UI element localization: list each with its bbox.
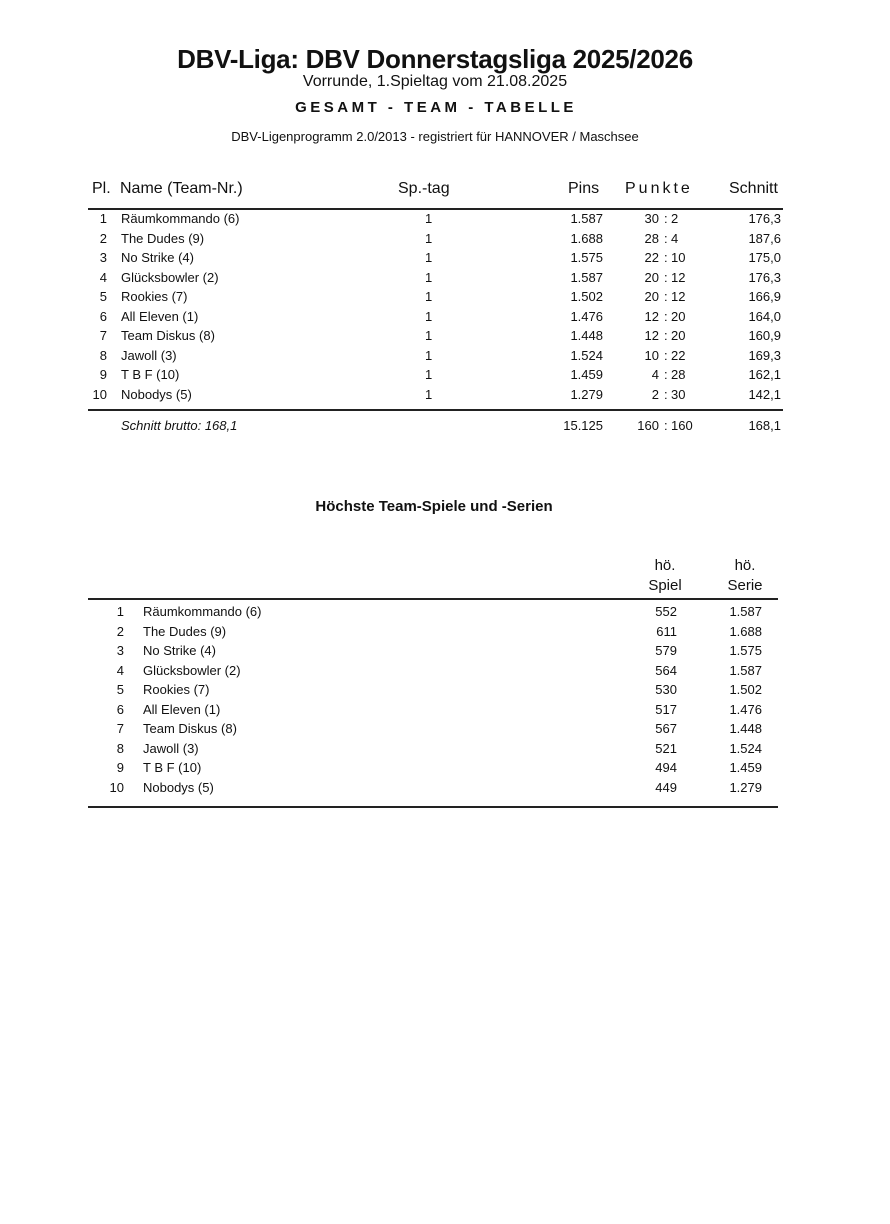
points-separator: : xyxy=(664,367,668,382)
high-game: 494 xyxy=(655,760,677,775)
schnitt: 176,3 xyxy=(748,269,781,285)
rank: 9 xyxy=(116,760,124,775)
team-name: Jawoll (3) xyxy=(121,347,177,363)
rank: 7 xyxy=(99,328,107,343)
points-separator: : xyxy=(664,289,668,304)
points-against: 4 xyxy=(671,230,679,246)
summary-pins: 15.125 xyxy=(563,418,603,433)
high-series: 1.688 xyxy=(729,623,762,639)
high-game: 564 xyxy=(655,662,677,678)
summary-points-for: 160 xyxy=(637,418,659,433)
points-against: 10 xyxy=(671,250,686,265)
summary-label: Schnitt brutto: 168,1 xyxy=(121,418,238,433)
team-name: Jawoll (3) xyxy=(143,740,199,756)
team-name: Nobodys (5) xyxy=(121,386,192,402)
points-against: 20 xyxy=(671,308,686,324)
pins: 1.476 xyxy=(570,308,603,324)
col-header-hoe-spiel: hö. Spiel xyxy=(648,557,682,594)
spieltag: 1 xyxy=(425,367,433,382)
col-header-schnitt: Schnitt xyxy=(729,180,778,197)
spieltag: 1 xyxy=(425,230,433,246)
schnitt: 162,1 xyxy=(748,367,781,382)
rank: 5 xyxy=(116,682,124,697)
table-row xyxy=(0,387,890,406)
team-name: Glücksbowler (2) xyxy=(121,269,219,285)
team-name: Rookies (7) xyxy=(143,682,210,697)
table-row xyxy=(0,309,890,328)
rank: 4 xyxy=(116,662,124,678)
table-row xyxy=(0,721,890,740)
pins: 1.459 xyxy=(570,367,603,382)
points-separator: : xyxy=(664,269,668,285)
points-against: 30 xyxy=(671,386,686,402)
points-for: 4 xyxy=(651,367,659,382)
rank: 10 xyxy=(92,386,107,402)
schnitt: 176,3 xyxy=(748,211,781,226)
summary-row: Schnitt brutto: 168,1 15.125 160 : 160 168,1 xyxy=(121,418,781,433)
rank: 2 xyxy=(99,230,107,246)
team-name: Nobodys (5) xyxy=(143,779,214,795)
table-row xyxy=(0,702,890,721)
team-name: All Eleven (1) xyxy=(121,308,199,324)
high-series: 1.448 xyxy=(729,721,762,736)
table-row xyxy=(0,780,890,799)
rank: 6 xyxy=(99,308,107,324)
points-for: 2 xyxy=(651,386,659,402)
highs-header-rule xyxy=(88,598,778,600)
points-separator: : xyxy=(664,347,668,363)
team-name: Räumkommando (6) xyxy=(143,604,262,619)
high-game: 517 xyxy=(655,701,677,717)
points-for: 12 xyxy=(644,308,659,324)
table-row xyxy=(0,624,890,643)
high-series: 1.459 xyxy=(729,760,762,775)
points-against: 22 xyxy=(671,347,686,363)
high-game: 521 xyxy=(655,740,677,756)
rank: 8 xyxy=(99,347,107,363)
high-series: 1.587 xyxy=(729,662,762,678)
high-game: 449 xyxy=(655,779,677,795)
points-separator: : xyxy=(664,386,668,402)
team-name: No Strike (4) xyxy=(121,250,194,265)
points-for: 28 xyxy=(644,230,659,246)
points-for: 20 xyxy=(644,269,659,285)
table-row xyxy=(0,682,890,701)
table-row xyxy=(0,760,890,779)
team-name: T B F (10) xyxy=(143,760,202,775)
points-against: 12 xyxy=(671,289,686,304)
rank: 3 xyxy=(116,643,124,658)
table-row xyxy=(0,211,890,230)
spieltag: 1 xyxy=(425,308,433,324)
points-separator: : xyxy=(664,230,668,246)
table-row xyxy=(0,231,890,250)
schnitt: 175,0 xyxy=(748,250,781,265)
col-header-sptag: Sp.-tag xyxy=(398,180,450,197)
round-subtitle: Vorrunde, 1.Spieltag vom 21.08.2025 xyxy=(302,73,568,90)
spieltag: 1 xyxy=(425,211,433,226)
team-name: T B F (10) xyxy=(121,367,180,382)
points-against: 28 xyxy=(671,367,686,382)
high-series: 1.502 xyxy=(729,682,762,697)
high-series: 1.279 xyxy=(729,779,762,795)
pins: 1.575 xyxy=(570,250,603,265)
table-row xyxy=(0,289,890,308)
rank: 10 xyxy=(109,779,124,795)
table-row xyxy=(0,663,890,682)
pins: 1.587 xyxy=(570,211,603,226)
table-row xyxy=(0,328,890,347)
high-series: 1.476 xyxy=(729,701,762,717)
pins: 1.279 xyxy=(570,386,603,402)
schnitt: 142,1 xyxy=(748,386,781,402)
team-name: Glücksbowler (2) xyxy=(143,662,241,678)
spieltag: 1 xyxy=(425,269,433,285)
table-row xyxy=(0,604,890,623)
team-name: Team Diskus (8) xyxy=(121,328,215,343)
team-name: The Dudes (9) xyxy=(121,230,205,246)
high-game: 567 xyxy=(655,721,677,736)
schnitt: 160,9 xyxy=(748,328,781,343)
points-against: 20 xyxy=(671,328,686,343)
spieltag: 1 xyxy=(425,386,433,402)
points-separator: : xyxy=(664,308,668,324)
schnitt: 169,3 xyxy=(748,347,781,363)
team-name: Team Diskus (8) xyxy=(143,721,237,736)
points-separator: : xyxy=(664,250,668,265)
points-separator: : xyxy=(664,211,668,226)
high-game: 579 xyxy=(655,643,677,658)
spieltag: 1 xyxy=(425,328,433,343)
rank: 4 xyxy=(99,269,107,285)
rank: 8 xyxy=(116,740,124,756)
high-series: 1.575 xyxy=(729,643,762,658)
points-against: 2 xyxy=(671,211,679,226)
program-info: DBV-Ligenprogramm 2.0/2013 - registriert für HANNOVER / Maschsee xyxy=(231,129,639,144)
team-name: Räumkommando (6) xyxy=(121,211,240,226)
document-title: DBV-Liga: DBV Donnerstagsliga 2025/2026 xyxy=(177,44,693,74)
rank: 7 xyxy=(116,721,124,736)
rank: 1 xyxy=(99,211,107,226)
header-rule xyxy=(88,208,783,210)
points-for: 22 xyxy=(644,250,659,265)
table-row xyxy=(0,367,890,386)
col-header-hoe-serie: hö. Serie xyxy=(727,557,763,594)
high-series: 1.587 xyxy=(729,604,762,619)
points-for: 20 xyxy=(644,289,659,304)
schnitt: 187,6 xyxy=(748,230,781,246)
rank: 3 xyxy=(99,250,107,265)
table-row xyxy=(0,270,890,289)
spieltag: 1 xyxy=(425,250,433,265)
points-for: 10 xyxy=(644,347,659,363)
table-row xyxy=(0,348,890,367)
spieltag: 1 xyxy=(425,347,433,363)
points-for: 12 xyxy=(644,328,659,343)
table-row xyxy=(0,643,890,662)
summary-points-against: 160 xyxy=(671,418,693,433)
points-separator: : xyxy=(664,328,668,343)
points-against: 12 xyxy=(671,269,686,285)
table-row xyxy=(0,741,890,760)
table-title: GESAMT - TEAM - TABELLE xyxy=(295,99,577,116)
pins: 1.524 xyxy=(570,347,603,363)
schnitt: 166,9 xyxy=(748,289,781,304)
summary-schnitt: 168,1 xyxy=(748,418,781,433)
table-row xyxy=(0,250,890,269)
rank: 1 xyxy=(116,604,124,619)
schnitt: 164,0 xyxy=(748,308,781,324)
rank: 5 xyxy=(99,289,107,304)
team-name: No Strike (4) xyxy=(143,643,216,658)
high-series: 1.524 xyxy=(729,740,762,756)
high-game: 552 xyxy=(655,604,677,619)
col-header-pins: Pins xyxy=(568,180,600,197)
col-header-pl: Pl. xyxy=(92,180,111,197)
points-for: 30 xyxy=(644,211,659,226)
highs-footer-rule xyxy=(88,806,778,808)
rank: 2 xyxy=(116,623,124,639)
team-name: The Dudes (9) xyxy=(143,623,227,639)
high-game: 611 xyxy=(656,623,677,639)
pins: 1.502 xyxy=(570,289,603,304)
team-name: All Eleven (1) xyxy=(143,701,221,717)
team-name: Rookies (7) xyxy=(121,289,188,304)
rank: 9 xyxy=(99,367,107,382)
highs-title: Höchste Team-Spiele und -Serien xyxy=(315,498,553,515)
rank: 6 xyxy=(116,701,124,717)
pins: 1.688 xyxy=(570,230,603,246)
high-game: 530 xyxy=(655,682,677,697)
col-header-punkte: Punkte xyxy=(625,180,693,197)
pins: 1.448 xyxy=(570,328,603,343)
pins: 1.587 xyxy=(570,269,603,285)
footer-rule xyxy=(88,409,783,411)
col-header-name: Name (Team-Nr.) xyxy=(120,180,243,197)
spieltag: 1 xyxy=(425,289,433,304)
